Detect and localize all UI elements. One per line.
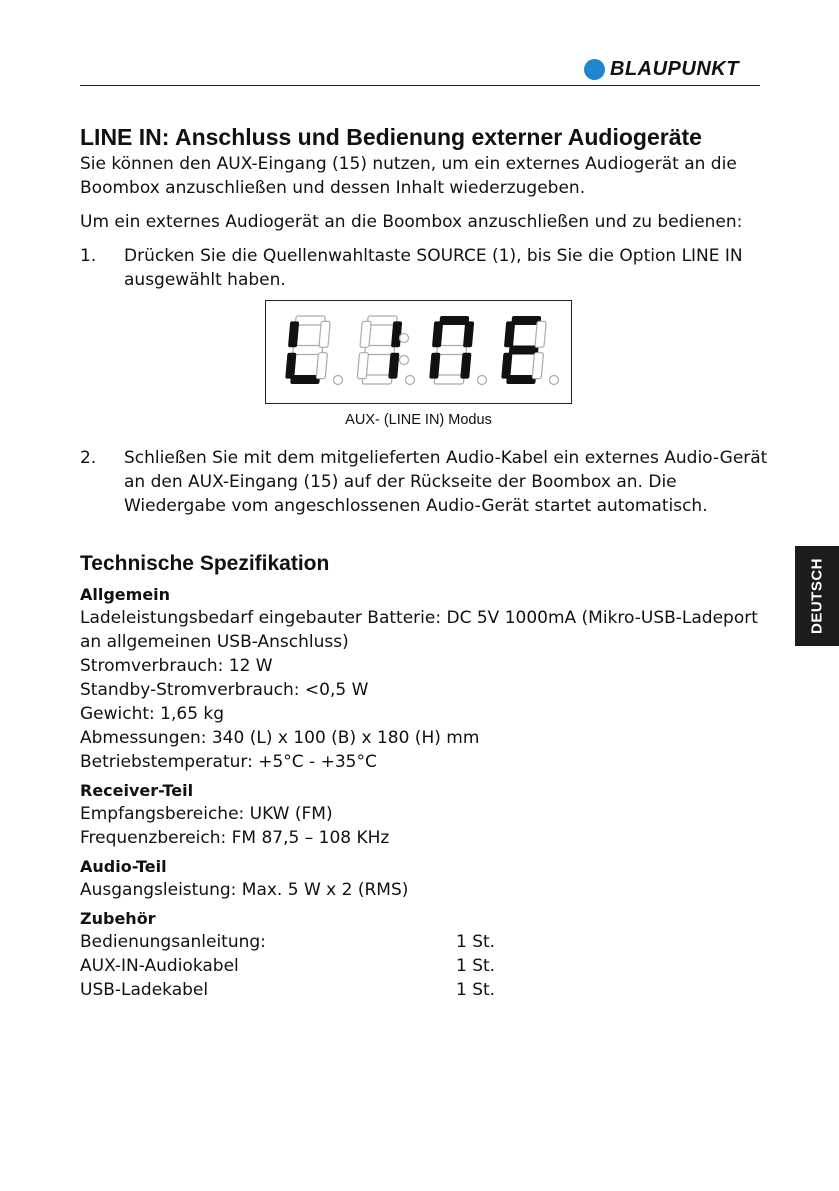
spec-heading-accessories: Zubehör <box>80 909 156 928</box>
spec-receiver-list <box>80 802 770 850</box>
display-caption: AUX- (LINE IN) Modus <box>345 412 492 428</box>
accessory-qty: 1 St. <box>456 932 496 952</box>
segment-g-off <box>437 346 467 355</box>
segment-e-on <box>501 353 512 379</box>
display-digit-4 <box>501 316 547 384</box>
segment-d-off <box>434 375 464 384</box>
decimal-point-off <box>550 376 559 385</box>
spec-line: Ladeleistungsbedarf eingebauter Batterie: DC 5V 1000mA (Mikro-USB-Ladeport an allgemeinen USB-Anschluss) <box>80 608 758 652</box>
page-content <box>80 122 770 1002</box>
decimal-point-off <box>478 376 487 385</box>
spec-line: Betriebstemperatur: +5°C - +35°C <box>80 752 377 772</box>
display-digit-2 <box>357 316 403 384</box>
accessory-name: Bedienungsanleitung: <box>80 932 266 952</box>
accessory-name: AUX-IN-Audiokabel <box>80 956 239 976</box>
spec-line: Frequenzbereich: FM 87,5 – 108 KHz <box>80 828 390 848</box>
step-2 <box>80 446 770 518</box>
segment-d-on <box>506 375 536 384</box>
segment-f-on <box>504 321 515 347</box>
segment-c-off <box>532 353 543 379</box>
display-digit-1 <box>285 316 331 384</box>
decimal-point-off <box>334 376 343 385</box>
language-tab-label: DEUTSCH <box>808 557 826 635</box>
segment-e-off <box>357 353 368 379</box>
lcd-display-figure <box>265 300 572 430</box>
accessory-name: USB-Ladekabel <box>80 980 209 1000</box>
section-title-specs: Technische Spezifikation <box>80 552 330 575</box>
seven-segment-display-icon <box>266 301 571 403</box>
intro-paragraph: Sie können den AUX-Eingang (15) nutzen, um ein externes Audiogerät an die Boombox anzuschließen und dessen Inhalt wiederzugeben. <box>80 154 737 198</box>
step-text: Drücken Sie die Quellenwahltaste SOURCE (1), bis Sie die Option LINE IN ausgewählt haben. <box>124 246 743 290</box>
segment-c-off <box>316 353 327 379</box>
accessory-row <box>80 930 770 954</box>
segment-d-on <box>290 375 320 384</box>
lcd-display <box>265 300 572 404</box>
spec-heading-receiver: Receiver-Teil <box>80 781 194 800</box>
spec-audio-list <box>80 878 770 902</box>
colon-dot-off <box>400 334 409 343</box>
header-divider <box>80 85 760 86</box>
step-number: 1. <box>80 246 97 266</box>
segment-b-on <box>463 321 474 347</box>
segment-f-on <box>288 321 299 347</box>
segment-f-off <box>360 321 371 347</box>
spec-line: Empfangsbereiche: UKW (FM) <box>80 804 333 824</box>
accessory-row <box>80 978 770 1002</box>
spec-line: Stromverbrauch: 12 W <box>80 656 273 676</box>
segment-e-on <box>285 353 296 379</box>
spec-heading-audio: Audio-Teil <box>80 857 167 876</box>
section-title-line-in: LINE IN: Anschluss und Bedienung externer Audiogeräte <box>80 124 702 150</box>
step-1 <box>80 244 770 292</box>
accessory-qty: 1 St. <box>456 980 496 1000</box>
spec-heading-general: Allgemein <box>80 585 171 604</box>
spec-line: Standby-Stromverbrauch: <0,5 W <box>80 680 369 700</box>
segment-c-on <box>388 353 399 379</box>
spec-line: Gewicht: 1,65 kg <box>80 704 225 724</box>
segment-f-on <box>432 321 443 347</box>
colon-dot-off <box>400 356 409 365</box>
step-text: Schließen Sie mit dem mitgelieferten Audio-Kabel ein externes Audio-Gerät an den AUX-Eingang (15) auf der Rückseite der Boombox an. Die Wiedergabe vom angeschlossenen Audio-Gerät startet automatisch. <box>124 448 768 516</box>
segment-b-off <box>319 321 330 347</box>
segment-b-off <box>535 321 546 347</box>
lead-paragraph: Um ein externes Audiogerät an die Boombox anzuschließen und zu bedienen: <box>80 212 743 232</box>
accessory-row <box>80 954 770 978</box>
segment-a-off <box>367 316 397 325</box>
accessory-qty: 1 St. <box>456 956 496 976</box>
step-number: 2. <box>80 448 97 468</box>
brand-name: BLAUPUNKT <box>610 58 739 80</box>
accessories-list <box>80 930 770 1002</box>
segment-c-on <box>460 353 471 379</box>
spec-general-list <box>80 606 770 774</box>
brand-logo <box>584 58 739 81</box>
language-tab <box>795 546 839 646</box>
spec-line: Ausgangsleistung: Max. 5 W x 2 (RMS) <box>80 880 409 900</box>
spec-line: Abmessungen: 340 (L) x 100 (B) x 180 (H) mm <box>80 728 480 748</box>
segment-a-on <box>439 316 469 325</box>
decimal-point-off <box>406 376 415 385</box>
logo-dot-icon <box>584 59 605 80</box>
display-digit-3 <box>429 316 475 384</box>
